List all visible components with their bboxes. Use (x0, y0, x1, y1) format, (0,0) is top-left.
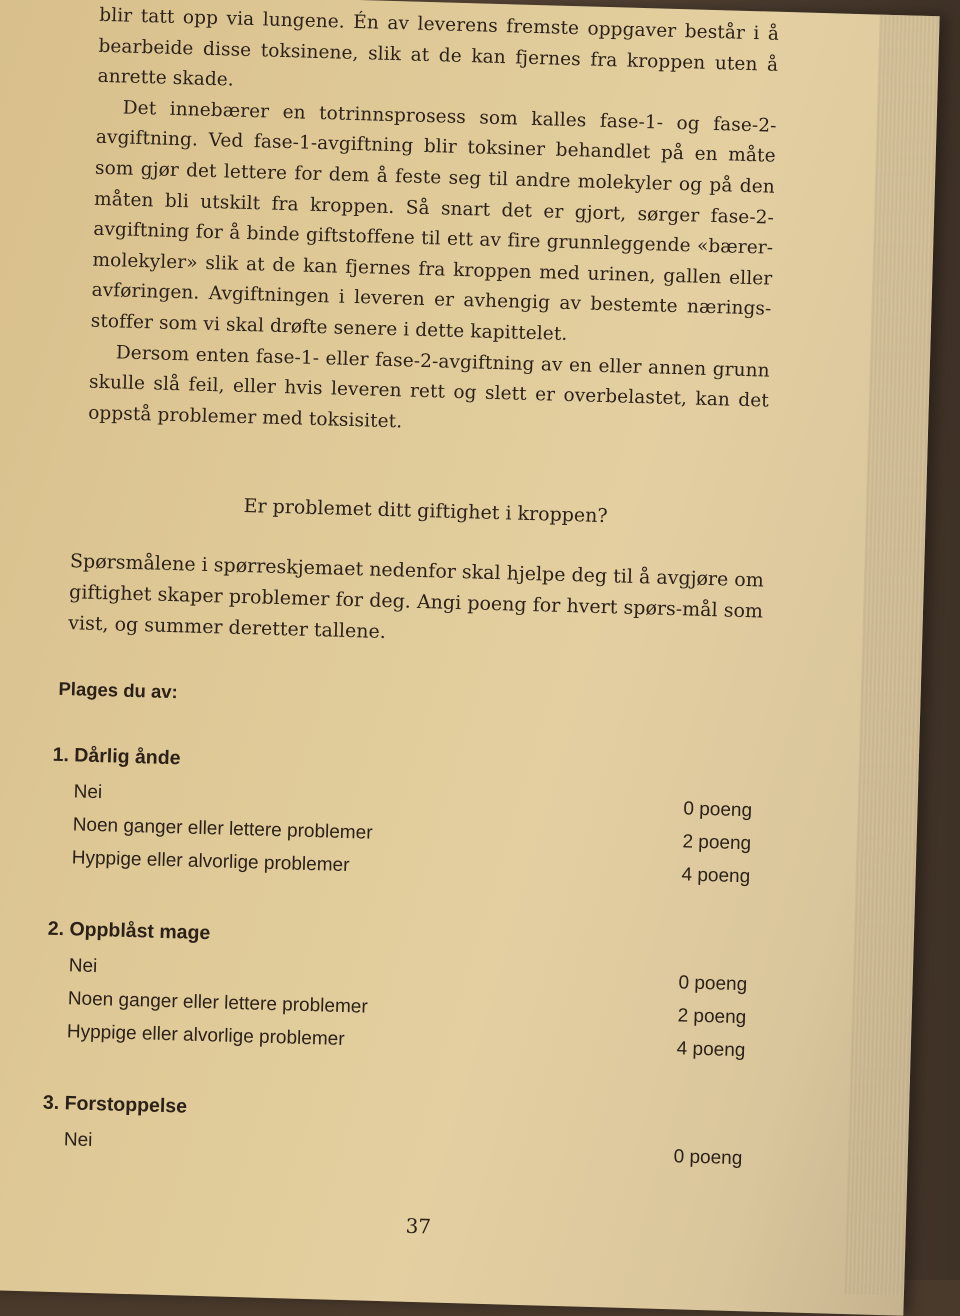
question-3 (41, 1092, 749, 1176)
body-paragraph-3: Dersom enten fase-1- eller fase-2-avgiftning av en eller annen grunn skulle slå feil, eller hvis leveren rett og slett er overbelastet, kan det oppstå problemer med toksisitet. (87, 341, 770, 433)
question-2 (44, 918, 753, 1068)
intro-text: Spørsmålene i spørreskjemaet nedenfor skal hjelpe deg til å avgjøre om giftighet skaper problemer for deg. Angi poeng for hvert spørs-mål som vist, og summer deretter tallene. (68, 550, 765, 643)
option-points: 4 poeng (676, 1038, 746, 1062)
option-label: Hyppige eller alvorlige problemer (71, 847, 350, 877)
option-label: Nei (68, 955, 98, 978)
option-label: Noen ganger eller lettere problemer (72, 814, 373, 844)
questionnaire-label: Plages du av: (58, 678, 179, 703)
body-paragraph-2: Det innebærer en totrinnsprosess som kalles fase-1- og fase-2-avgiftning. Ved fase-1-avgiftning blir toksiner behandlet på en måte som gjør det lettere for dem å feste seg til andre molekyler og på den måten bli utskilt fra kroppen. Så snart det er gjort, sørger fase-2-avgiftning for å binde giftstoffene til ett av fire grunnleggende «bærer-molekyler» slik at de kan fjernes fra kroppen med urinen, gallen eller avføringen. Avgiftningen i leveren er avhengig av bestemte nærings-stoffer som vi skal drøfte senere i dette kapittelet. (90, 97, 777, 345)
page-number: 37 (405, 1213, 432, 1239)
option-points: 2 poeng (682, 831, 752, 855)
page-edge-stack (844, 15, 940, 1296)
option-points: 0 poeng (673, 1146, 743, 1170)
option-label: Hyppige eller alvorlige problemer (66, 1021, 345, 1051)
section-heading: Er problemet ditt giftighet i kroppen? (243, 495, 608, 528)
option-points: 0 poeng (678, 972, 748, 996)
option-label: Nei (63, 1129, 93, 1152)
question-title: 2. Oppblåst mage (47, 917, 211, 945)
option-points: 4 poeng (681, 864, 751, 888)
option-points: 2 poeng (677, 1005, 747, 1029)
option-points: 0 poeng (683, 798, 753, 822)
option-label: Noen ganger eller lettere problemer (67, 988, 368, 1018)
body-paragraph-1: blir tatt opp via lungene. Én av leverens fremste oppgaver består i å bearbeide disse toksinene, slik at de kan fjernes fra kroppen uten å anrette skade. (97, 4, 780, 91)
option-label: Nei (73, 781, 103, 804)
question-title: 3. Forstoppelse (42, 1091, 188, 1118)
question-title: 1. Dårlig ånde (52, 743, 181, 770)
page-content (42, 1, 780, 1176)
question-1 (49, 744, 758, 894)
